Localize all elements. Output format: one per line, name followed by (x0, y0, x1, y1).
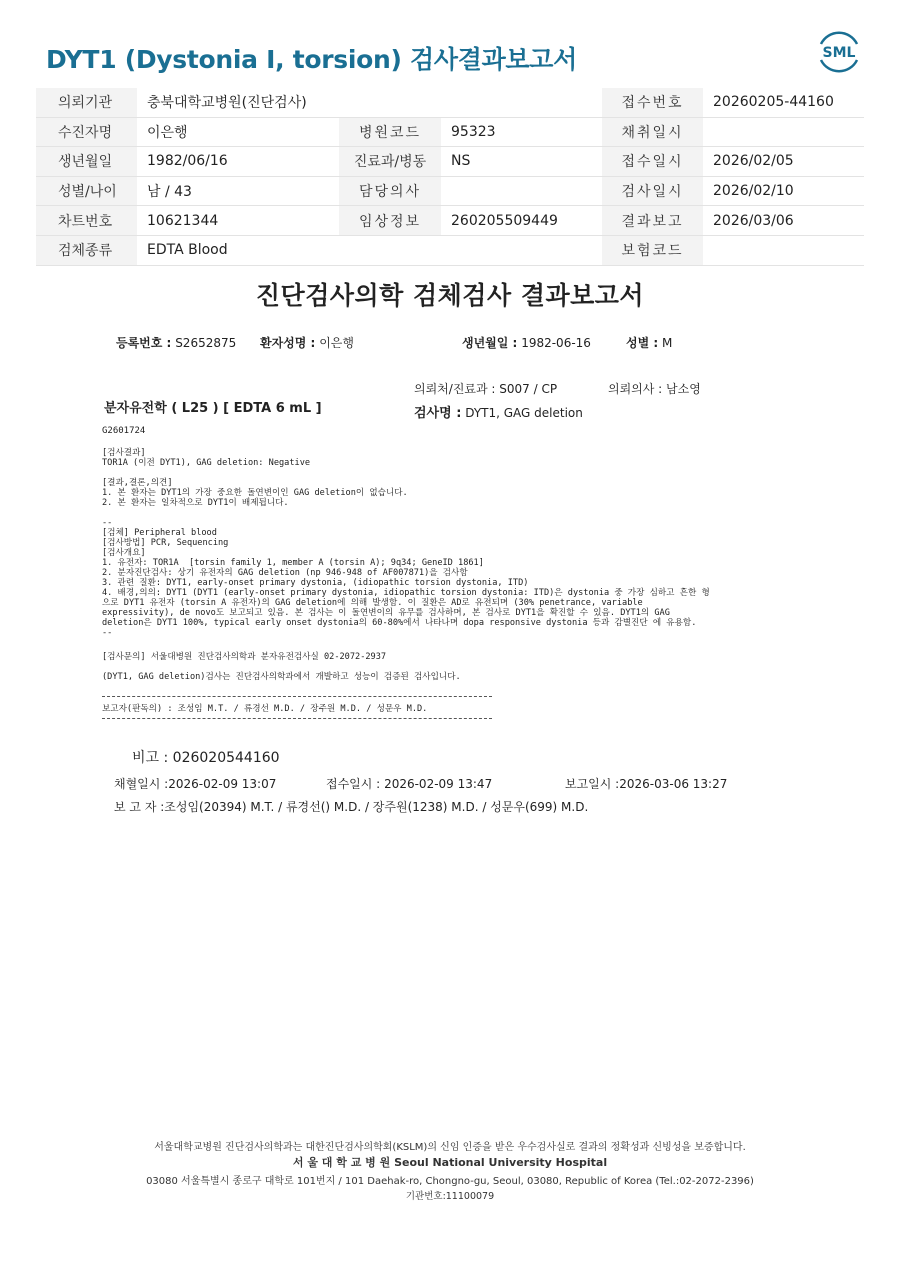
info-value (703, 117, 864, 147)
info-value: 2026/02/10 (703, 176, 864, 206)
result-body-text: [검사결과] TOR1A (이전 DYT1), GAG deletion: Negative [결과,결론,의견] 1. 본 환자는 DYT1의 가장 중요한 돌연변이인 GAG deletion이 없습니다. 2. 본 환자는 일차적으로 DYT1이 배제됩니다. -- [검체] Peripheral blood [검사방법] PCR, Sequencing [검사개요] 1. 유전자: TOR1A [torsin family 1, member A (torsin A); 9q34; GeneID 1861] 2. 분자진단검사: 상기 유전자의 GAG deletion (np 946-948 of AF007871)을 검사함 3. 관련 질환: DYT1, early-onset primary dystonia, (idiopathic torsion dystonia, ITD) 4. 배경,의의: DYT1 (DYT1 (early-onset primary dystonia, idiopathic torsion dystonia: ITD)은 dystonia 중 가장 심하고 흔한 형 으로 DYT1 유전자 (torsin A 유전자)의 GAG deletion에 의해 발생함. 이 질환은 AD로 유전되며 (30% penetrance, variable expressivity), de novo도 보고되고 있음. 본 검사는 이 돌연변이의 유무를 검사하며, 본 검사로 DYT1을 확진할 수 있음. DYT1의 GAG deletion은 DYT1 100%, typical early onset dystonia의 60-80%에서 나타나며 dopa responsive dystonia 등과 감별진단 에 유용함. -- (102, 448, 710, 638)
table-row (36, 176, 864, 206)
info-value (441, 176, 602, 206)
report-title: 진단검사의학 검체검사 결과보고서 (255, 281, 645, 310)
inquiry-line: [검사문의] 서울대병원 진단검사의학과 분자유전검사실 02-2072-2937 (102, 652, 387, 662)
birth-date: 생년월일 : 1982-06-16 (462, 336, 591, 350)
test-name: 검사명 : DYT1, GAG deletion (414, 406, 583, 421)
info-label: 채취일시 (602, 117, 703, 147)
info-value: 260205509449 (441, 206, 602, 236)
patient-info-table (36, 88, 864, 266)
reporter: 보 고 자 :조성임(20394) M.T. / 류경선() M.D. / 장주원(1238) M.D. / 성문우(699) M.D. (114, 800, 589, 814)
remark: 비고 : 026020544160 (132, 750, 280, 766)
info-value: 이은행 (137, 117, 339, 147)
sml-logo (815, 26, 863, 76)
info-value: NS (441, 147, 602, 177)
registration-number: 등록번호 : S2652875 (116, 336, 237, 350)
info-label: 임상정보 (339, 206, 441, 236)
validation-line: (DYT1, GAG deletion)검사는 진단검사의학과에서 개발하고 성능이 검증된 검사입니다. (102, 672, 461, 682)
ordering-doctor: 의뢰의사 : 남소영 (608, 382, 701, 396)
table-row (36, 235, 864, 265)
info-value: 충북대학교병원(진단검사) (137, 88, 602, 117)
info-value: EDTA Blood (137, 235, 602, 265)
table-row (36, 88, 864, 117)
department: 의뢰처/진료과 : S007 / CP (414, 382, 558, 396)
info-label: 진료과/병동 (339, 147, 441, 177)
info-value: 10621344 (137, 206, 339, 236)
info-label: 수진자명 (36, 117, 137, 147)
info-label: 병원코드 (339, 117, 441, 147)
info-label: 검체종류 (36, 235, 137, 265)
info-label: 접수일시 (602, 147, 703, 177)
patient-name: 환자성명 : 이은행 (260, 336, 354, 350)
table-row (36, 206, 864, 236)
section-name: 분자유전학 ( L25 ) [ EDTA 6 mL ] (104, 401, 322, 416)
table-row (36, 117, 864, 147)
collection-time: 채혈일시 :2026-02-09 13:07 (114, 777, 277, 791)
info-value: 1982/06/16 (137, 147, 339, 177)
info-label: 보험코드 (602, 235, 703, 265)
info-label: 접수번호 (602, 88, 703, 117)
info-label: 의뢰기관 (36, 88, 137, 117)
info-label: 차트번호 (36, 206, 137, 236)
page-title: DYT1 (Dystonia I, torsion) 검사결과보고서 (46, 45, 577, 74)
info-value: 2026/02/05 (703, 147, 864, 177)
divider (102, 696, 492, 697)
info-label: 검사일시 (602, 176, 703, 206)
info-label: 담당의사 (339, 176, 441, 206)
logo-text: SML (822, 45, 856, 61)
info-value (703, 235, 864, 265)
sample-id: G2601724 (102, 426, 146, 436)
receipt-time: 접수일시 : 2026-02-09 13:47 (326, 777, 493, 791)
info-label: 결과보고 (602, 206, 703, 236)
info-label: 성별/나이 (36, 176, 137, 206)
info-value: 2026/03/06 (703, 206, 864, 236)
institution-number: 기관번호:11100079 (405, 1191, 495, 1202)
info-value: 95323 (441, 117, 602, 147)
divider (102, 718, 492, 719)
info-label: 생년월일 (36, 147, 137, 177)
hospital-name: 서 울 대 학 교 병 원 Seoul National University Hospital (292, 1156, 608, 1169)
certification-text: 서울대학교병원 진단검사의학과는 대한진단검사의학회(KSLM)의 신임 인증을 받은 우수검사실로 결과의 정확성과 신빙성을 보증합니다. (154, 1142, 746, 1153)
info-value: 남 / 43 (137, 176, 339, 206)
table-row (36, 147, 864, 177)
report-time: 보고일시 :2026-03-06 13:27 (565, 777, 728, 791)
info-value: 20260205-44160 (703, 88, 864, 117)
sex: 성별 : M (626, 336, 673, 350)
reporters-line: 보고자(판독의) : 조성임 M.T. / 류경선 M.D. / 장주원 M.D. / 성문우 M.D. (102, 704, 428, 714)
hospital-address: 03080 서울특별시 종로구 대학로 101번지 / 101 Daehak-ro, Chongno-gu, Seoul, 03080, Republic of Korea (Tel.:02-2072-2396) (146, 1176, 754, 1187)
